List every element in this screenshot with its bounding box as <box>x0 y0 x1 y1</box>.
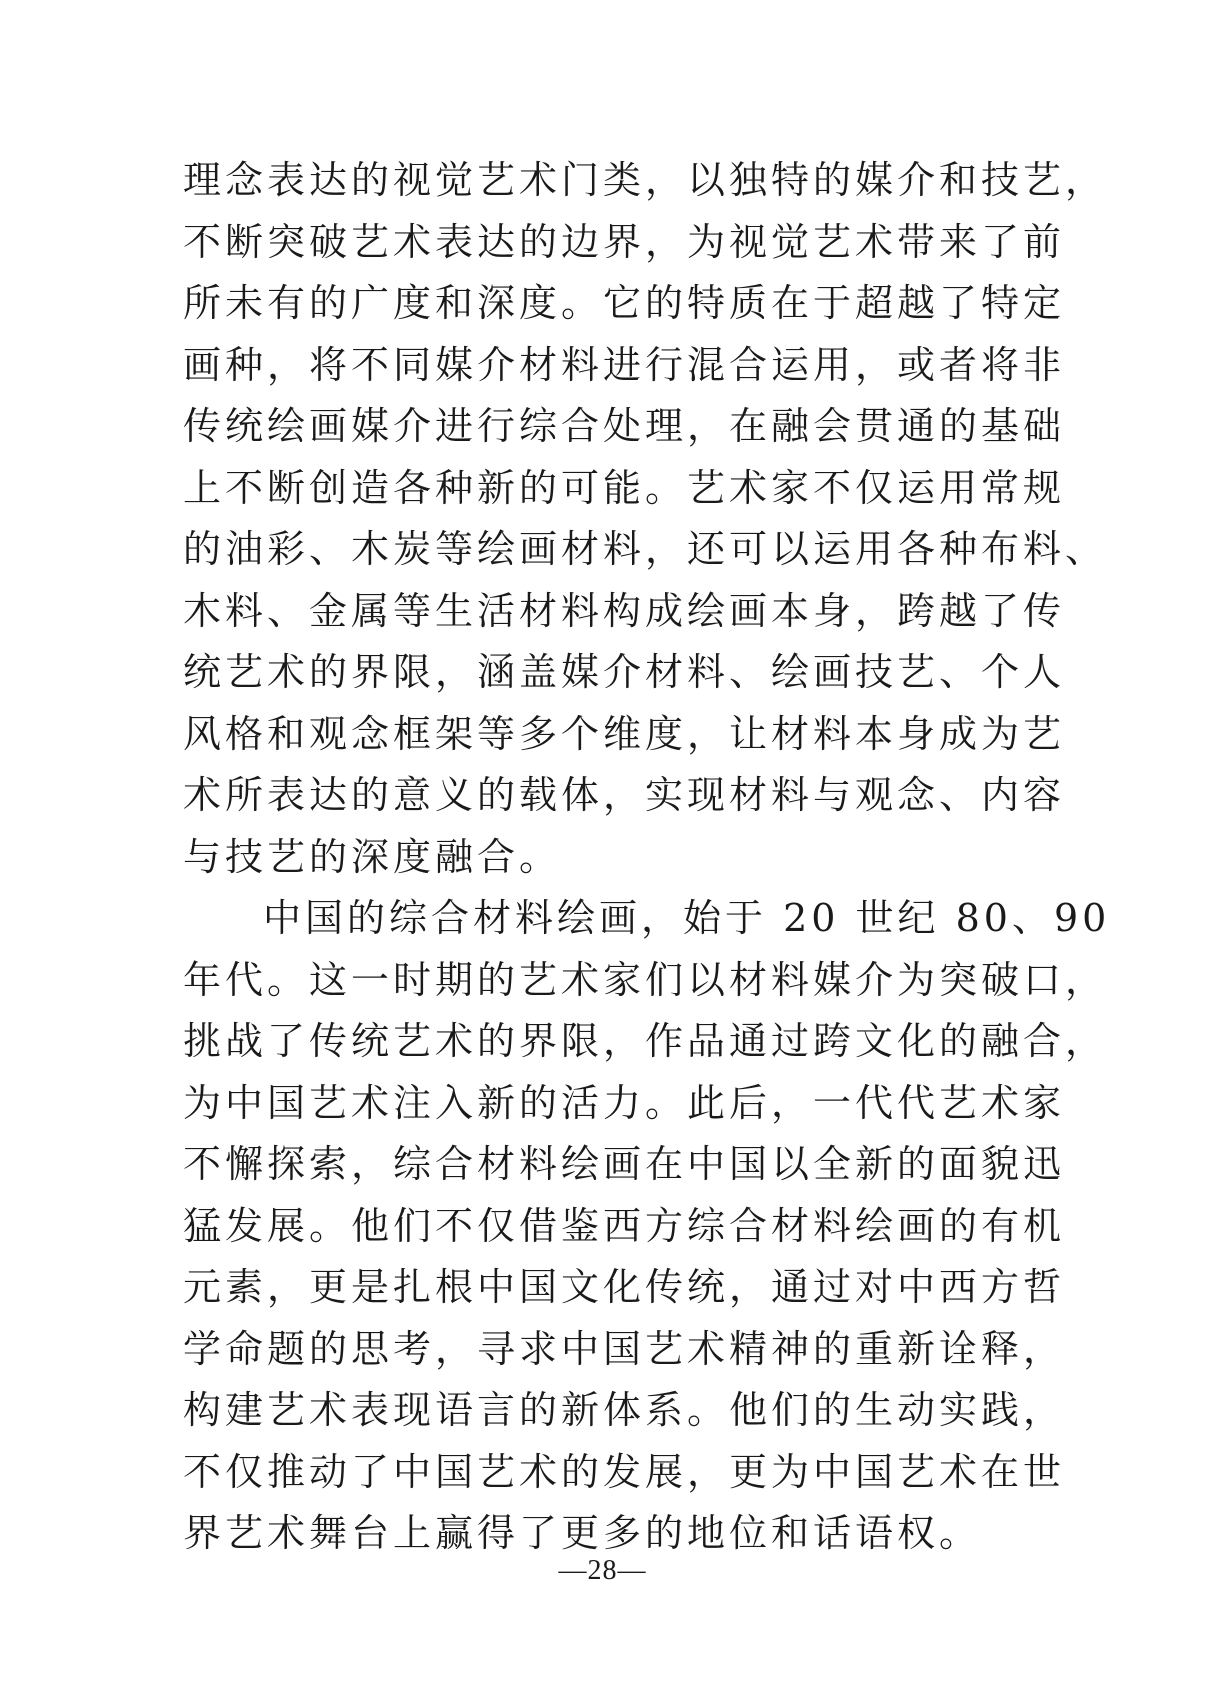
text-line: 构建艺术表现语言的新体系。他们的生动实践， <box>183 1388 1066 1432</box>
text-line: 学命题的思考，寻求中国艺术精神的重新诠释， <box>183 1326 1066 1371</box>
text-line: 中国的综合材料绘画，始于 20 世纪 80、90 <box>263 896 1111 940</box>
paragraph-2 <box>183 888 1111 1565</box>
text-line: 年代。这一时期的艺术家们以材料媒介为突破口， <box>183 957 1108 1002</box>
text-line: 挑战了传统艺术的界限，作品通过跨文化的融合， <box>183 1019 1108 1063</box>
text-line: 不懈探索，综合材料绘画在中国以全新的面貌迅 <box>183 1142 1066 1186</box>
text-line: 上不断创造各种新的可能。艺术家不仅运用常规 <box>183 465 1066 510</box>
text-line: 木料、金属等生活材料构成绘画本身，跨越了传 <box>183 588 1066 633</box>
text-line: 的油彩、木炭等绘画材料，还可以运用各种布料、 <box>183 527 1108 571</box>
text-line: 为中国艺术注入新的活力。此后，一代代艺术家 <box>183 1080 1066 1125</box>
text-line: 统艺术的界限，涵盖媒介材料、绘画技艺、个人 <box>183 650 1066 694</box>
text-line: 画种，将不同媒介材料进行混合运用，或者将非 <box>183 342 1066 387</box>
text-line: 元素，更是扎根中国文化传统，通过对中西方哲 <box>183 1265 1066 1309</box>
text-line: 所未有的广度和深度。它的特质在于超越了特定 <box>183 281 1066 325</box>
text-line: 传统绘画媒介进行综合处理，在融会贯通的基础 <box>183 404 1066 448</box>
text-line: 与技艺的深度融合。 <box>183 834 562 879</box>
text-line: 界艺术舞台上赢得了更多的地位和话语权。 <box>183 1511 982 1555</box>
paragraph-1 <box>183 150 1108 888</box>
text-line: 术所表达的意义的载体，实现材料与观念、内容 <box>183 773 1066 817</box>
body-text <box>183 150 1111 1565</box>
page-number: —28— <box>558 1555 647 1586</box>
text-line: 风格和观念框架等多个维度，让材料本身成为艺 <box>183 711 1066 756</box>
text-line: 理念表达的视觉艺术门类，以独特的媒介和技艺， <box>183 158 1108 202</box>
text-line: 猛发展。他们不仅借鉴西方综合材料绘画的有机 <box>183 1203 1066 1248</box>
text-line: 不断突破艺术表达的边界，为视觉艺术带来了前 <box>183 219 1066 264</box>
text-line: 不仅推动了中国艺术的发展，更为中国艺术在世 <box>183 1449 1066 1494</box>
